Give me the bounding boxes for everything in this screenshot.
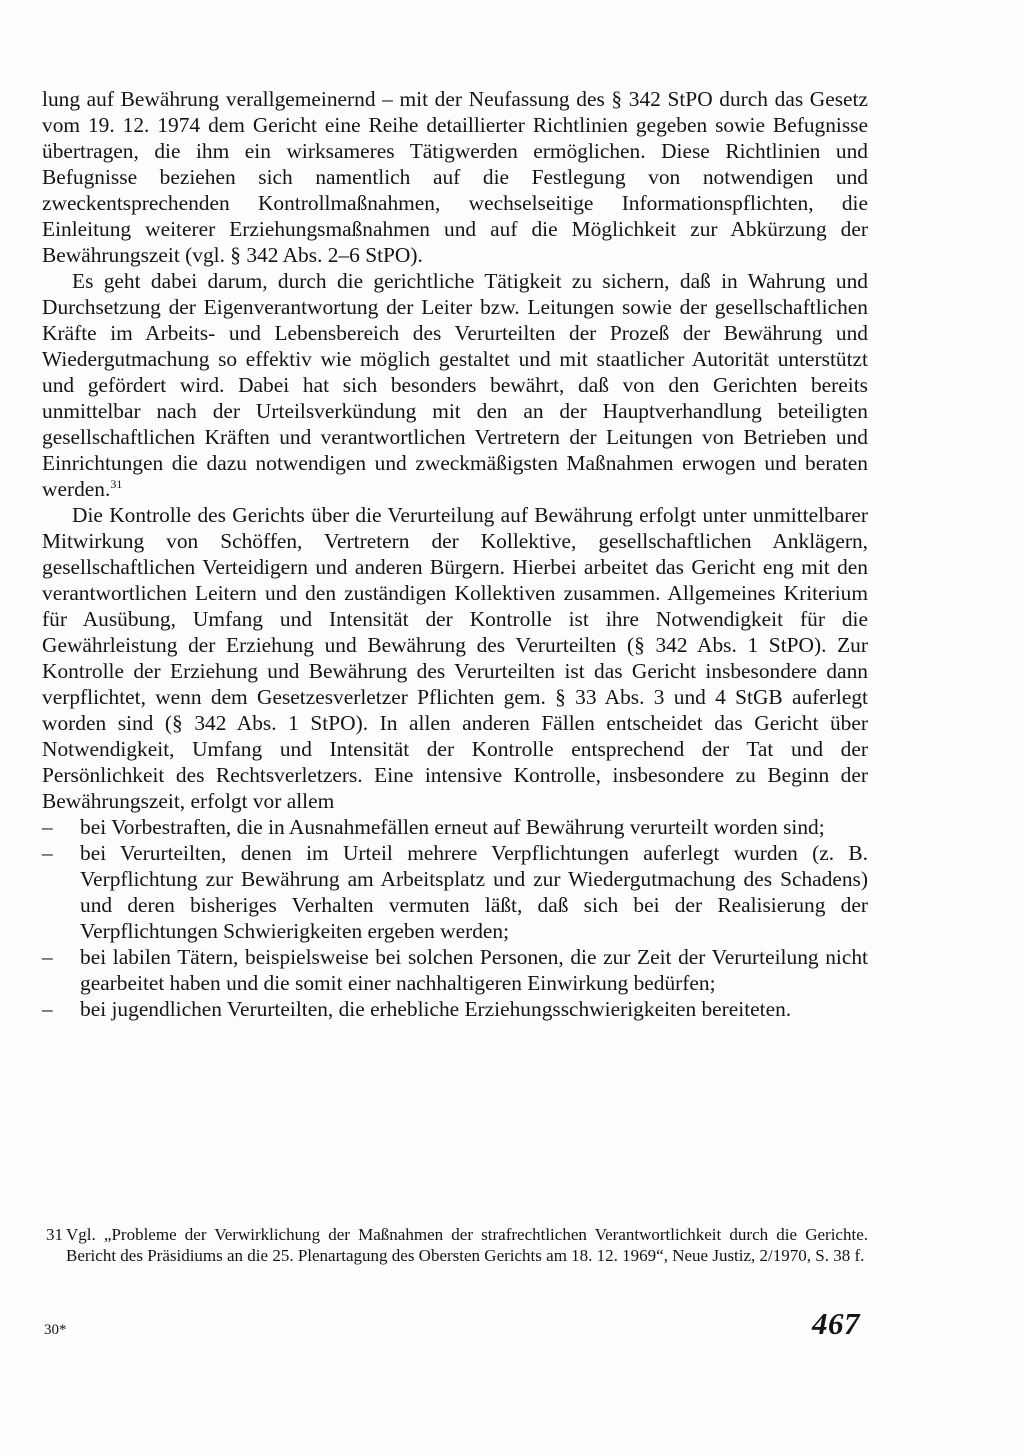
list-item-text: bei Vorbestraften, die in Ausnahmefällen erneut auf Bewährung verurteilt worden sind; — [80, 815, 825, 839]
footnote — [46, 1224, 868, 1266]
page-number: 467 — [812, 1306, 860, 1341]
bullet-list — [42, 814, 868, 1022]
paragraph-2-text: Es geht dabei darum, durch die gerichtliche Tätigkeit zu sichern, daß in Wahrung und Durchsetzung der Eigenverantwortung der Leiter bzw. Leitungen sowie der gesellschaftlichen Kräfte im Arbeits- und Lebensbereich des Verurteilten der Prozeß der Bewährung und Wiedergutmachung so effektiv wie möglich gestaltet und mit staatlicher Autorität unterstützt und gefördert wird. Dabei hat sich besonders bewährt, daß von den Gerichten bereits unmittelbar nach der Urteilsverkündung mit den an der Hauptverhandlung beteiligten gesellschaftlichen Kräften und verantwortlichen Vertretern der Leitungen von Betrieben und Einrichtungen die dazu notwendigen und zweckmäßigsten Maßnahmen erwogen und beraten werden. — [42, 269, 868, 501]
list-item — [42, 840, 868, 944]
footnote-reference[interactable]: 31 — [110, 476, 123, 491]
footnote-number: 31 — [46, 1225, 63, 1244]
list-item-text: bei Verurteilten, denen im Urteil mehrere Verpflichtungen auferlegt wurden (z. B. Verpflichtung zur Bewährung am Arbeitsplatz und zur Wiedergutmachung des Schadens) und deren bisheriges Verhalten vermuten läßt, daß sich bei der Realisierung der Verpflichtungen Schwierigkeiten ergeben werden; — [80, 841, 868, 943]
list-item-text: bei labilen Tätern, beispielsweise bei solchen Personen, die zur Zeit der Verurteilung nicht gearbeitet haben und die somit einer nachhaltigeren Einwirkung bedürfen; — [80, 945, 868, 995]
list-item — [42, 944, 868, 996]
list-dash: – — [42, 815, 53, 839]
list-item — [42, 814, 868, 840]
list-dash: – — [42, 841, 53, 865]
body-text — [42, 86, 868, 1022]
paragraph-2 — [42, 268, 868, 502]
list-item — [42, 996, 868, 1022]
signature-mark: 30* — [44, 1322, 67, 1338]
paragraph-1: lung auf Bewährung verallgemeinernd – mit der Neufassung des § 342 StPO durch das Gesetz vom 19. 12. 1974 dem Gericht eine Reihe detaillierter Richtlinien gegeben sowie Befugnisse übertragen, die ihm ein wirksameres Tätigwerden ermöglichen. Diese Richtlinien und Befugnisse beziehen sich namentlich auf die Festlegung von notwendigen und zweckentsprechenden Kontrollmaßnahmen, wechselseitige Informationspflichten, die Einleitung weiterer Erziehungsmaßnahmen und auf die Möglichkeit zur Abkürzung der Bewährungszeit (vgl. § 342 Abs. 2–6 StPO). — [42, 87, 868, 267]
list-item-text: bei jugendlichen Verurteilten, die erhebliche Erziehungsschwierigkeiten bereiteten. — [80, 997, 792, 1021]
list-dash: – — [42, 945, 53, 969]
list-dash: – — [42, 997, 53, 1021]
footnote-text: Vgl. „Probleme der Verwirklichung der Maßnahmen der strafrechtlichen Verantwortlichkeit durch die Gerichte. Bericht des Präsidiums an die 25. Plenartagung des Obersten Gerichts am 18. 12. 1969“, Neue Justiz, 2/1970, S. 38 f. — [66, 1225, 868, 1265]
paragraph-3: Die Kontrolle des Gerichts über die Verurteilung auf Bewährung erfolgt unter unmittelbarer Mitwirkung von Schöffen, Vertretern der Kollektive, gesellschaftlichen Anklägern, gesellschaftlichen Verteidigern und anderen Bürgern. Hierbei arbeitet das Gericht eng mit den verantwortlichen Leitern und den zuständigen Kollektiven zusammen. Allgemeines Kriterium für Ausübung, Umfang und Intensität der Kontrolle ist ihre Notwendigkeit für die Gewährleistung der Erziehung und Bewährung des Verurteilten (§ 342 Abs. 1 StPO). Zur Kontrolle der Erziehung und Bewährung des Verurteilten ist das Gericht insbesondere dann verpflichtet, wenn dem Gesetzesverletzer Pflichten gem. § 33 Abs. 3 und 4 StGB auferlegt worden sind (§ 342 Abs. 1 StPO). In allen anderen Fällen entscheidet das Gericht über Notwendigkeit, Umfang und Intensität der Kontrolle entsprechend der Tat und der Persönlichkeit des Rechtsverletzers. Eine intensive Kontrolle, insbesondere zu Beginn der Bewährungszeit, erfolgt vor allem — [42, 503, 868, 813]
